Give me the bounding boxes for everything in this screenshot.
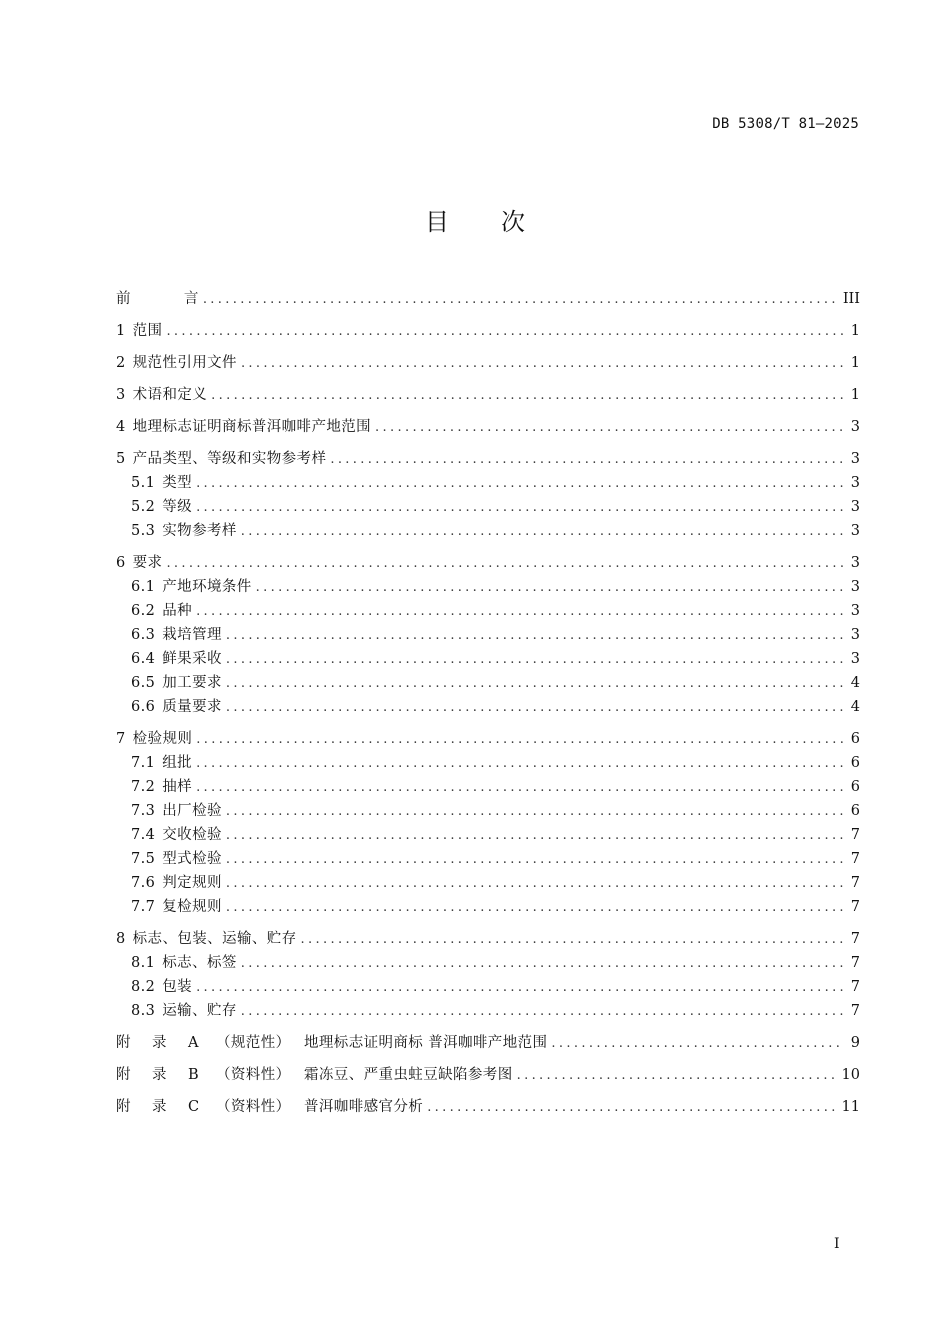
dot-leader <box>226 848 844 872</box>
toc-page-number: 3 <box>850 523 860 539</box>
toc-appendix-a[interactable] <box>116 1031 860 1055</box>
appendix-type: （资料性） <box>216 1099 291 1115</box>
dot-leader <box>211 384 844 408</box>
toc-entry-5-2[interactable] <box>116 495 860 519</box>
toc-entry-5-3[interactable] <box>116 519 860 543</box>
toc-number: 7.4 <box>131 827 156 843</box>
toc-number: 8.3 <box>131 1003 156 1019</box>
toc-number: 7.1 <box>131 755 156 771</box>
toc-entry-1[interactable] <box>116 319 860 343</box>
toc-entry-5[interactable] <box>116 447 860 471</box>
toc-number: 5.1 <box>131 475 156 491</box>
toc-page-number: 6 <box>850 755 860 771</box>
toc-entry-6-1[interactable] <box>116 575 860 599</box>
toc-page-number: 6 <box>850 731 860 747</box>
toc-entry-6-5[interactable] <box>116 671 860 695</box>
toc-number: 8 <box>116 931 126 947</box>
toc-label: 检验规则 <box>132 731 193 747</box>
appendix-prefix: 附 <box>116 1067 131 1083</box>
toc-page-number: 4 <box>850 699 860 715</box>
dot-leader <box>551 1032 844 1056</box>
toc-entry-6-3[interactable] <box>116 623 860 647</box>
toc-entry-5-1[interactable] <box>116 471 860 495</box>
toc-number: 8.2 <box>131 979 156 995</box>
toc-appendix-c[interactable] <box>116 1095 860 1119</box>
toc-page-number: 1 <box>850 323 860 339</box>
toc-entry-8-1[interactable] <box>116 951 860 975</box>
dot-leader <box>196 600 844 624</box>
toc-page-number: 11 <box>841 1099 860 1115</box>
toc-label: 类型 <box>162 475 193 491</box>
toc-label: 组批 <box>162 755 193 771</box>
toc-page-number: 3 <box>850 419 860 435</box>
dot-leader <box>241 520 844 544</box>
toc-label: 实物参考样 <box>162 523 237 539</box>
toc-number: 6.3 <box>131 627 156 643</box>
dot-leader <box>375 416 844 440</box>
toc-page-number: 7 <box>850 851 860 867</box>
toc-label: 鲜果采收 <box>162 651 222 667</box>
toc-page-number: 7 <box>850 1003 860 1019</box>
toc-page-number: 3 <box>850 603 860 619</box>
toc-number: 7.3 <box>131 803 156 819</box>
appendix-prefix: 录 <box>152 1099 167 1115</box>
toc-appendix-b[interactable] <box>116 1063 860 1087</box>
toc-label: 型式检验 <box>162 851 222 867</box>
toc-page-number: 4 <box>850 675 860 691</box>
toc-page-number: 7 <box>850 899 860 915</box>
toc-label: 范围 <box>132 323 163 339</box>
toc-label: 运输、贮存 <box>162 1003 237 1019</box>
toc-entry-8-3[interactable] <box>116 999 860 1023</box>
toc-entry-8-2[interactable] <box>116 975 860 999</box>
dot-leader <box>517 1064 836 1088</box>
toc-page-number: 10 <box>841 1067 860 1083</box>
toc-entry-7-7[interactable] <box>116 895 860 919</box>
toc-label: 要求 <box>132 555 163 571</box>
toc-label: 等级 <box>162 499 193 515</box>
dot-leader <box>301 928 844 952</box>
dot-leader <box>226 648 844 672</box>
toc-entry-6-4[interactable] <box>116 647 860 671</box>
page-title <box>0 202 950 237</box>
dot-leader <box>330 448 844 472</box>
toc-page-number: III <box>842 291 860 307</box>
toc-label: 出厂检验 <box>162 803 222 819</box>
toc-number: 5.3 <box>131 523 156 539</box>
page-number: I <box>834 1236 840 1252</box>
dot-leader <box>241 1000 844 1024</box>
toc-number: 7.7 <box>131 899 156 915</box>
foreword-char-1: 前 <box>116 291 131 307</box>
toc-label: 地理标志证明商标普洱咖啡产地范围 <box>132 419 372 435</box>
toc-page-number: 7 <box>850 931 860 947</box>
dot-leader <box>196 976 844 1000</box>
toc-page-number: 7 <box>850 979 860 995</box>
appendix-prefix: 附 <box>116 1035 131 1051</box>
toc-page-number: 7 <box>850 875 860 891</box>
toc-entry-6-6[interactable] <box>116 695 860 719</box>
toc-label: 标志、标签 <box>162 955 237 971</box>
toc-label: 抽样 <box>162 779 193 795</box>
appendix-label: 普洱咖啡感官分析 <box>304 1099 424 1115</box>
toc-entry-7-6[interactable] <box>116 871 860 895</box>
appendix-label: 霜冻豆、严重虫蛀豆缺陷参考图 <box>304 1067 513 1083</box>
appendix-prefix: 附 <box>116 1099 131 1115</box>
toc-number: 7.2 <box>131 779 156 795</box>
toc-entry-6[interactable] <box>116 551 860 575</box>
toc-page-number: 7 <box>850 955 860 971</box>
document-code: DB 5308/T 81—2025 <box>712 116 859 132</box>
toc-entry-foreword[interactable] <box>116 287 860 311</box>
toc-label: 加工要求 <box>162 675 222 691</box>
dot-leader <box>241 952 844 976</box>
title-char-2: 次 <box>501 208 525 236</box>
table-of-contents <box>116 287 860 1119</box>
toc-label: 标志、包装、运输、贮存 <box>132 931 297 947</box>
toc-label: 产品类型、等级和实物参考样 <box>132 451 327 467</box>
toc-entry-7-5[interactable] <box>116 847 860 871</box>
dot-leader <box>196 728 844 752</box>
dot-leader <box>226 672 844 696</box>
toc-label: 判定规则 <box>162 875 222 891</box>
toc-entry-7-4[interactable] <box>116 823 860 847</box>
toc-entry-7-3[interactable] <box>116 799 860 823</box>
toc-page-number: 7 <box>850 827 860 843</box>
title-char-1: 目 <box>425 208 449 236</box>
toc-number: 8.1 <box>131 955 156 971</box>
appendix-letter: C <box>188 1099 200 1115</box>
toc-number: 6.1 <box>131 579 156 595</box>
toc-page-number: 9 <box>850 1035 860 1051</box>
toc-entry-7-2[interactable] <box>116 775 860 799</box>
toc-entry-4[interactable] <box>116 415 860 439</box>
toc-entry-7[interactable] <box>116 727 860 751</box>
dot-leader <box>196 496 844 520</box>
toc-page-number: 1 <box>850 355 860 371</box>
dot-leader <box>166 552 844 576</box>
toc-number: 4 <box>116 419 126 435</box>
toc-number: 5 <box>116 451 126 467</box>
dot-leader <box>226 696 844 720</box>
dot-leader <box>226 896 844 920</box>
toc-number: 2 <box>116 355 126 371</box>
toc-number: 3 <box>116 387 126 403</box>
toc-label: 复检规则 <box>162 899 222 915</box>
toc-page-number: 3 <box>850 555 860 571</box>
toc-label: 品种 <box>162 603 193 619</box>
dot-leader <box>226 624 844 648</box>
toc-number: 7.5 <box>131 851 156 867</box>
toc-number: 1 <box>116 323 126 339</box>
toc-number: 6.4 <box>131 651 156 667</box>
dot-leader <box>196 752 844 776</box>
toc-page-number: 3 <box>850 475 860 491</box>
appendix-prefix: 录 <box>152 1067 167 1083</box>
toc-number: 6.2 <box>131 603 156 619</box>
dot-leader <box>226 800 844 824</box>
toc-number: 5.2 <box>131 499 156 515</box>
toc-page-number: 6 <box>850 803 860 819</box>
toc-page-number: 1 <box>850 387 860 403</box>
toc-number: 6 <box>116 555 126 571</box>
dot-leader <box>241 352 844 376</box>
toc-entry-6-2[interactable] <box>116 599 860 623</box>
toc-label: 质量要求 <box>162 699 222 715</box>
toc-page-number: 3 <box>850 579 860 595</box>
toc-entry-3[interactable] <box>116 383 860 407</box>
toc-number: 7 <box>116 731 126 747</box>
appendix-type: （规范性） <box>216 1035 291 1051</box>
toc-entry-7-1[interactable] <box>116 751 860 775</box>
dot-leader <box>196 472 844 496</box>
toc-label: 栽培管理 <box>162 627 222 643</box>
appendix-type: （资料性） <box>216 1067 291 1083</box>
dot-leader <box>203 288 837 312</box>
foreword-char-2: 言 <box>183 291 199 307</box>
toc-label: 规范性引用文件 <box>132 355 237 371</box>
dot-leader <box>256 576 844 600</box>
toc-label: 包装 <box>162 979 193 995</box>
toc-number: 6.6 <box>131 699 156 715</box>
dot-leader <box>427 1096 835 1120</box>
toc-label: 术语和定义 <box>132 387 208 403</box>
toc-page-number: 3 <box>850 499 860 515</box>
toc-number: 6.5 <box>131 675 156 691</box>
toc-entry-8[interactable] <box>116 927 860 951</box>
dot-leader <box>226 872 844 896</box>
appendix-letter: A <box>188 1035 199 1051</box>
appendix-letter: B <box>188 1067 200 1083</box>
toc-number: 7.6 <box>131 875 156 891</box>
toc-label: 产地环境条件 <box>162 579 252 595</box>
toc-page-number: 3 <box>850 451 860 467</box>
toc-page-number: 3 <box>850 627 860 643</box>
toc-page-number: 3 <box>850 651 860 667</box>
dot-leader <box>226 824 844 848</box>
appendix-label: 地理标志证明商标 普洱咖啡产地范围 <box>304 1035 548 1051</box>
toc-entry-2[interactable] <box>116 351 860 375</box>
dot-leader <box>166 320 844 344</box>
toc-page-number: 6 <box>850 779 860 795</box>
toc-label: 交收检验 <box>162 827 222 843</box>
appendix-prefix: 录 <box>152 1035 167 1051</box>
dot-leader <box>196 776 844 800</box>
